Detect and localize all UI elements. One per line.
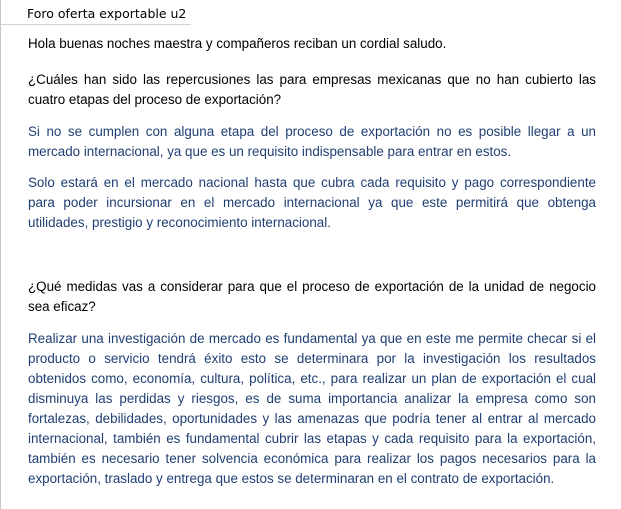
answer-paragraph-3: Realizar una investigación de mercado es fundamental ya que en este me permite checar si el producto o servicio tendrá éxito esto se determinara por la investigación los resultados obtenidos como, economía, cultura, política, etc., para realizar un plan de exportación el cual disminuya las perdidas y riesgos, es de suma importancia analizar la empresa como son fortalezas, debilidades, oportunidades y las amenazas que podría tener al entrar al mercado internacional, también es fundamental cubrir las etapas y cada requisito para la exportación, también es necesario tener solvencia económica para realizar los pagos necesarios para la exportación, traslado y entrega que estos se determinaran en el contrato de exportación. <box>28 331 596 486</box>
title-divider <box>1 24 191 25</box>
question-paragraph-1: ¿Cuáles han sido las repercusiones las para empresas mexicanas que no han cubierto las cuatro etapas del proceso de exportación? <box>28 72 596 107</box>
question-paragraph-2: ¿Qué medidas vas a considerar para que el proceso de exportación de la unidad de negocio sea eficaz? <box>28 279 596 314</box>
answer-paragraph-2: Solo estará en el mercado nacional hasta que cubra cada requisito y pago correspondiente para poder incursionar en el mercado internacional ya que este permitirá que obtenga utilidades, prestigio y reconocimiento internacional. <box>28 175 596 230</box>
document-title: Foro oferta exportable u2 <box>27 6 187 21</box>
answer-paragraph-1: Si no se cumplen con alguna etapa del proceso de exportación no es posible llegar a un mercado internacional, ya que es un requisito indispensable para entrar en estos. <box>28 124 596 159</box>
greeting-paragraph: Hola buenas noches maestra y compañeros reciban un cordial saludo. <box>28 36 447 51</box>
